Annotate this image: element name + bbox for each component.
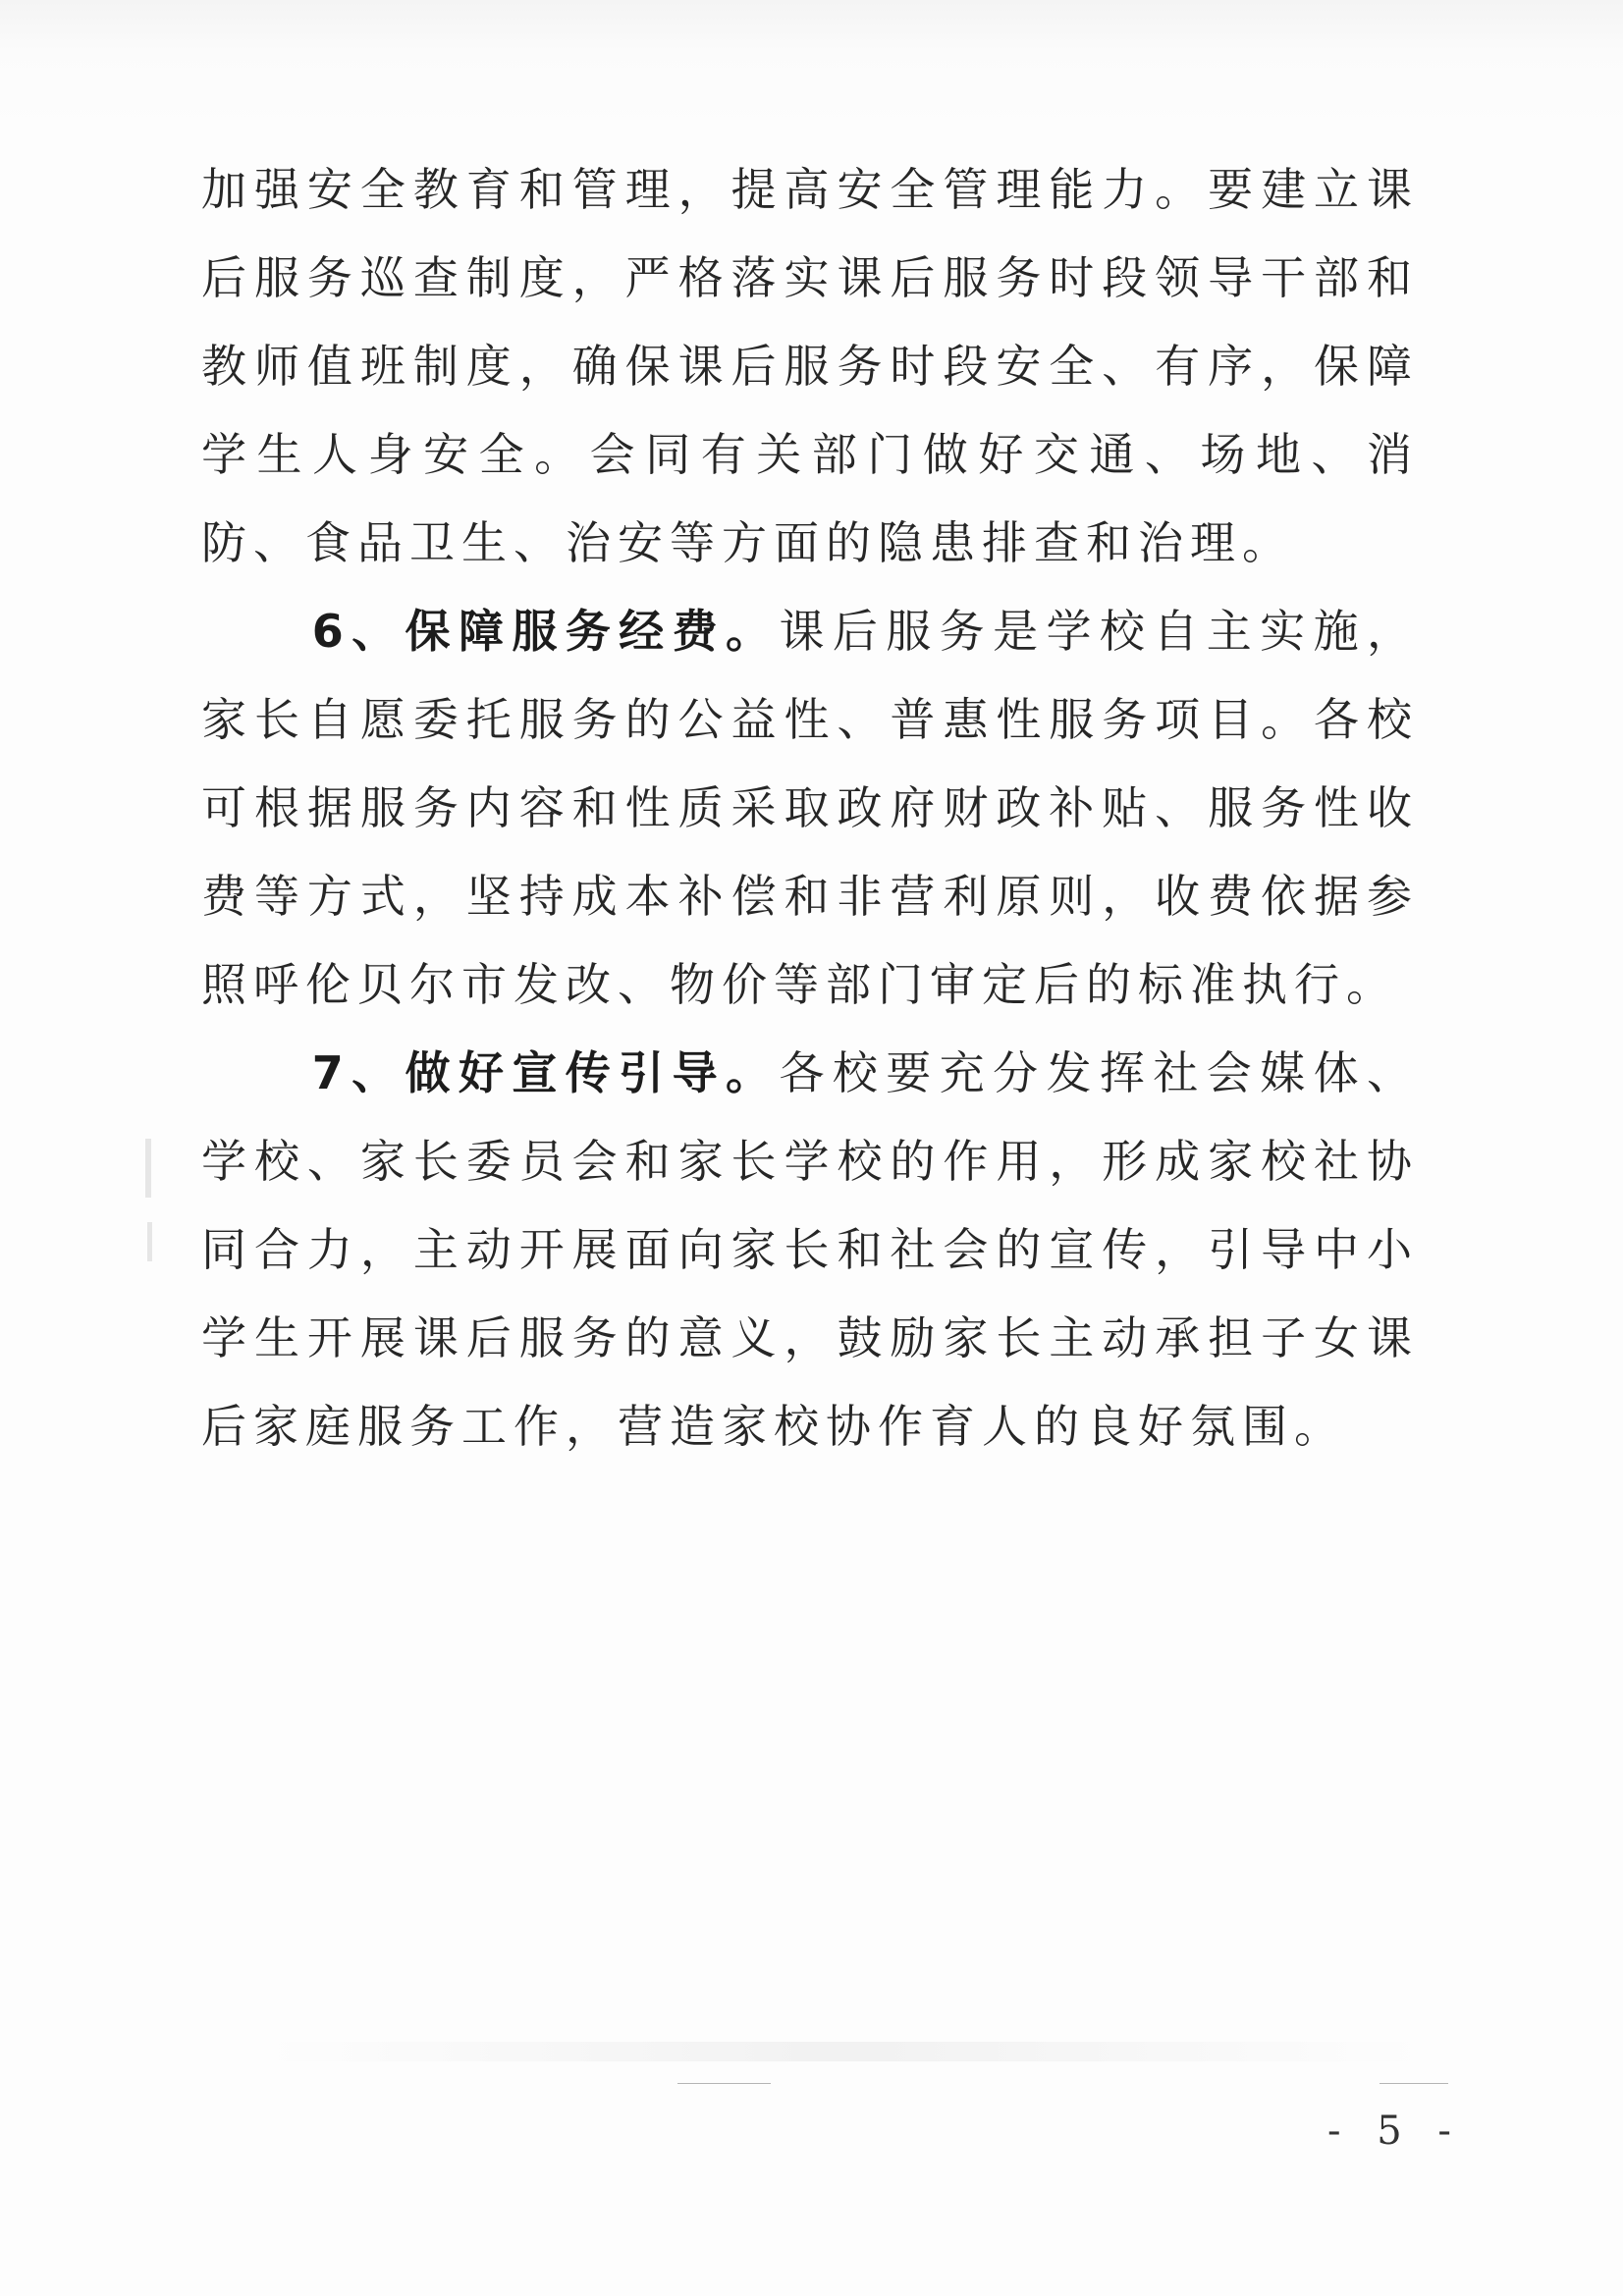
item-7-text: 各校要充分发挥社会媒体、学校、家长委员会和家长学校的作用，形成家校社协同合力，主动开展面向家长和社会的宣传，引导中小学生开展课后服务的意义，鼓励家长主动承担子女课后家庭服务工作，营造家校协作育人的良好氛围。: [201, 1046, 1420, 1453]
page-number: - 5 -: [1327, 2109, 1463, 2154]
paragraph-item-7: [201, 1029, 1419, 1470]
faint-bleed-through: [265, 2042, 1424, 2061]
paragraph-safety-continuation: 加强安全教育和管理，提高安全管理能力。要建立课后服务巡查制度，严格落实课后服务时段领导干部和教师值班制度，确保课后服务时段安全、有序，保障学生人身安全。会同有关部门做好交通、场地、消防、食品卫生、治安等方面的隐患排查和治理。: [201, 163, 1419, 569]
footer-rule-right: [1380, 2083, 1448, 2084]
scan-artifact: [145, 1139, 151, 1198]
item-6-text: 课后服务是学校自主实施，家长自愿委托服务的公益性、普惠性服务项目。各校可根据服务内容和性质采取政府财政补贴、服务性收费等方式，坚持成本补偿和非营利原则，收费依据参照呼伦贝尔市发改、物价等部门审定后的标准执行。: [201, 605, 1420, 1011]
paragraph-item-6: [201, 587, 1419, 1029]
item-6-heading: 6、保障服务经费。: [311, 605, 780, 658]
item-7-heading: 7、做好宣传引导。: [311, 1046, 780, 1099]
scan-top-shadow: [0, 0, 1623, 128]
footer-rule-left: [677, 2083, 771, 2084]
scan-artifact: [147, 1222, 152, 1261]
document-body: [201, 145, 1419, 1470]
